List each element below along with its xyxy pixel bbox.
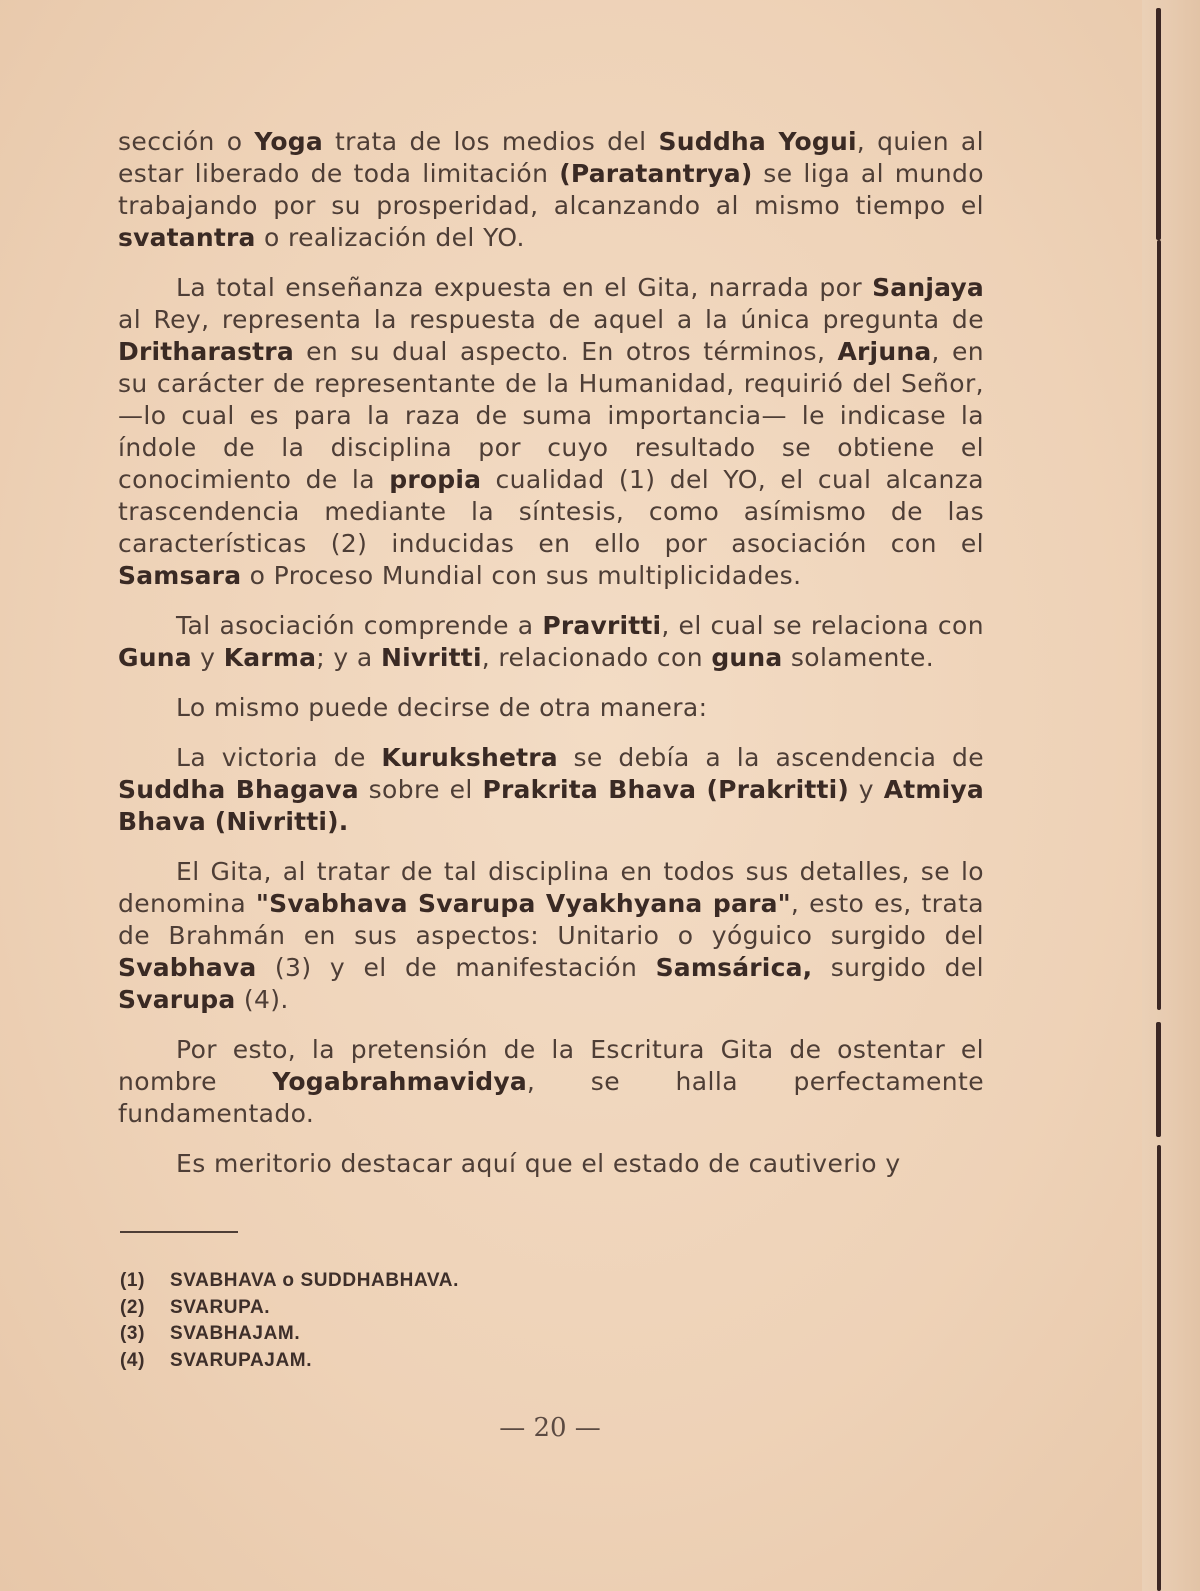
bold-term: guna: [711, 643, 783, 672]
bold-term: Samsárica,: [655, 953, 813, 982]
text-run: La victoria de: [176, 743, 382, 772]
text-run: , esto es, trata de Brahmán en sus aspectos: Unitario o yóguico surgido del: [118, 889, 985, 950]
text-run: Lo mismo puede decirse de otra manera:: [176, 693, 708, 722]
footnote-text: SVABHAVA o SUDDHABHAVA.: [170, 1270, 459, 1291]
binding-line: [1157, 1145, 1161, 1591]
text-run: solamente.: [782, 643, 935, 672]
text-run: se debía a la ascendencia de: [557, 743, 985, 772]
footnote-number: (3): [120, 1323, 146, 1344]
bold-term: Yogabrahmavidya: [272, 1067, 527, 1096]
body-text: [118, 126, 984, 1198]
bold-term: Kurukshetra: [381, 743, 558, 772]
footnote-text: SVARUPA.: [170, 1296, 271, 1318]
footnote-separator: [120, 1231, 238, 1233]
bold-term: Pravritti: [542, 611, 662, 640]
bold-term: Nivritti: [380, 643, 482, 672]
text-run: o Proceso Mundial con sus multiplicidades.: [241, 561, 802, 590]
bold-term: Sanjaya: [872, 273, 984, 302]
bold-term: Svarupa: [118, 985, 236, 1014]
footnotes: [120, 1268, 820, 1374]
bold-term: Arjuna: [837, 337, 932, 366]
bold-term: Dritharastra: [118, 337, 294, 366]
footnote: [120, 1295, 820, 1322]
text-run: , relacionado con: [481, 643, 712, 672]
paragraph: [118, 610, 984, 674]
text-run: sobre el: [358, 775, 483, 804]
footnote-number: (2): [120, 1296, 146, 1318]
text-run: trata de los medios del: [322, 127, 659, 156]
text-run: (4).: [235, 985, 289, 1014]
page-number: — 20 —: [499, 1413, 601, 1443]
binding-line: [1156, 1022, 1161, 1137]
text-run: sección o: [118, 127, 255, 156]
footnote-text: SVARUPAJAM.: [170, 1349, 313, 1371]
bold-term: Guna: [118, 643, 192, 672]
text-run: (3) y el de manifestación: [256, 953, 656, 982]
bold-term: Svabhava: [118, 953, 257, 982]
paragraph: [118, 692, 984, 724]
bold-term: Yoga: [254, 127, 323, 156]
text-run: ; y a: [316, 643, 381, 672]
footnote: [120, 1348, 820, 1375]
text-run: en su dual aspecto. En otros términos,: [293, 337, 838, 366]
bold-term: Prakrita Bhava (Prakritti): [482, 775, 850, 804]
text-run: , el cual se relaciona con: [661, 611, 984, 640]
paragraph: [118, 1034, 984, 1130]
bold-term: propia: [389, 465, 482, 494]
paragraph: [118, 1148, 984, 1180]
bold-term: Suddha Bhagava: [118, 775, 359, 804]
text-run: o realización del YO.: [255, 223, 525, 252]
footnote-number: (1): [120, 1270, 146, 1291]
bold-term: Karma: [223, 643, 317, 672]
text-run: cualidad (1) del YO, el cual alcanza trascendencia mediante la síntesis, como asímismo de las características (2) inducidas en ello por asociación con el: [118, 465, 984, 558]
text-run: y: [191, 643, 224, 672]
paragraph: [118, 742, 984, 838]
text-run: surgido del: [812, 953, 984, 982]
text-run: , en su carácter de representante de la Humanidad, requirió del Señor, —lo cual es para la raza de suma importancia— le indicase la índole de la disciplina por cuyo resultado se obtiene el conocimiento de la: [118, 337, 984, 494]
binding-line: [1156, 8, 1161, 240]
paragraph: [118, 272, 984, 592]
text-run: Es meritorio destacar aquí que el estado de cautiverio y: [176, 1149, 901, 1178]
paragraph: [118, 856, 984, 1016]
text-run: Tal asociación comprende a: [176, 611, 543, 640]
text-run: al Rey, representa la respuesta de aquel a la única pregunta de: [118, 305, 984, 334]
text-run: , se halla perfectamente fundamentado.: [118, 1067, 984, 1128]
binding-line: [1157, 240, 1161, 1010]
text-run: se liga al mundo trabajando por su prosperidad, alcanzando al mismo tiempo el: [118, 159, 985, 220]
text-run: Por esto, la pretensión de la Escritura Gita de ostentar el nombre: [118, 1035, 984, 1096]
page-edge: [1142, 0, 1200, 1591]
text-run: y: [849, 775, 884, 804]
bold-term: Suddha Yogui: [658, 127, 857, 156]
footnote-number: (4): [120, 1349, 146, 1371]
bold-term: svatantra: [118, 223, 256, 252]
footnote: [120, 1321, 820, 1348]
text-run: , quien al estar liberado de toda limitación: [118, 127, 984, 188]
text-run: El Gita, al tratar de tal disciplina en todos sus detalles, se lo denomina: [118, 857, 984, 918]
text-run: La total enseñanza expuesta en el Gita, narrada por: [176, 273, 873, 302]
bold-term: "Svabhava Svarupa Vyakhyana para": [255, 889, 791, 918]
paragraph: [118, 126, 984, 254]
bold-term: Atmiya Bhava (Nivritti).: [118, 775, 985, 836]
bold-term: (Paratantrya): [559, 159, 753, 188]
footnote: [120, 1268, 820, 1295]
bold-term: Samsara: [118, 561, 242, 590]
footnote-text: SVABHAJAM.: [170, 1323, 301, 1344]
